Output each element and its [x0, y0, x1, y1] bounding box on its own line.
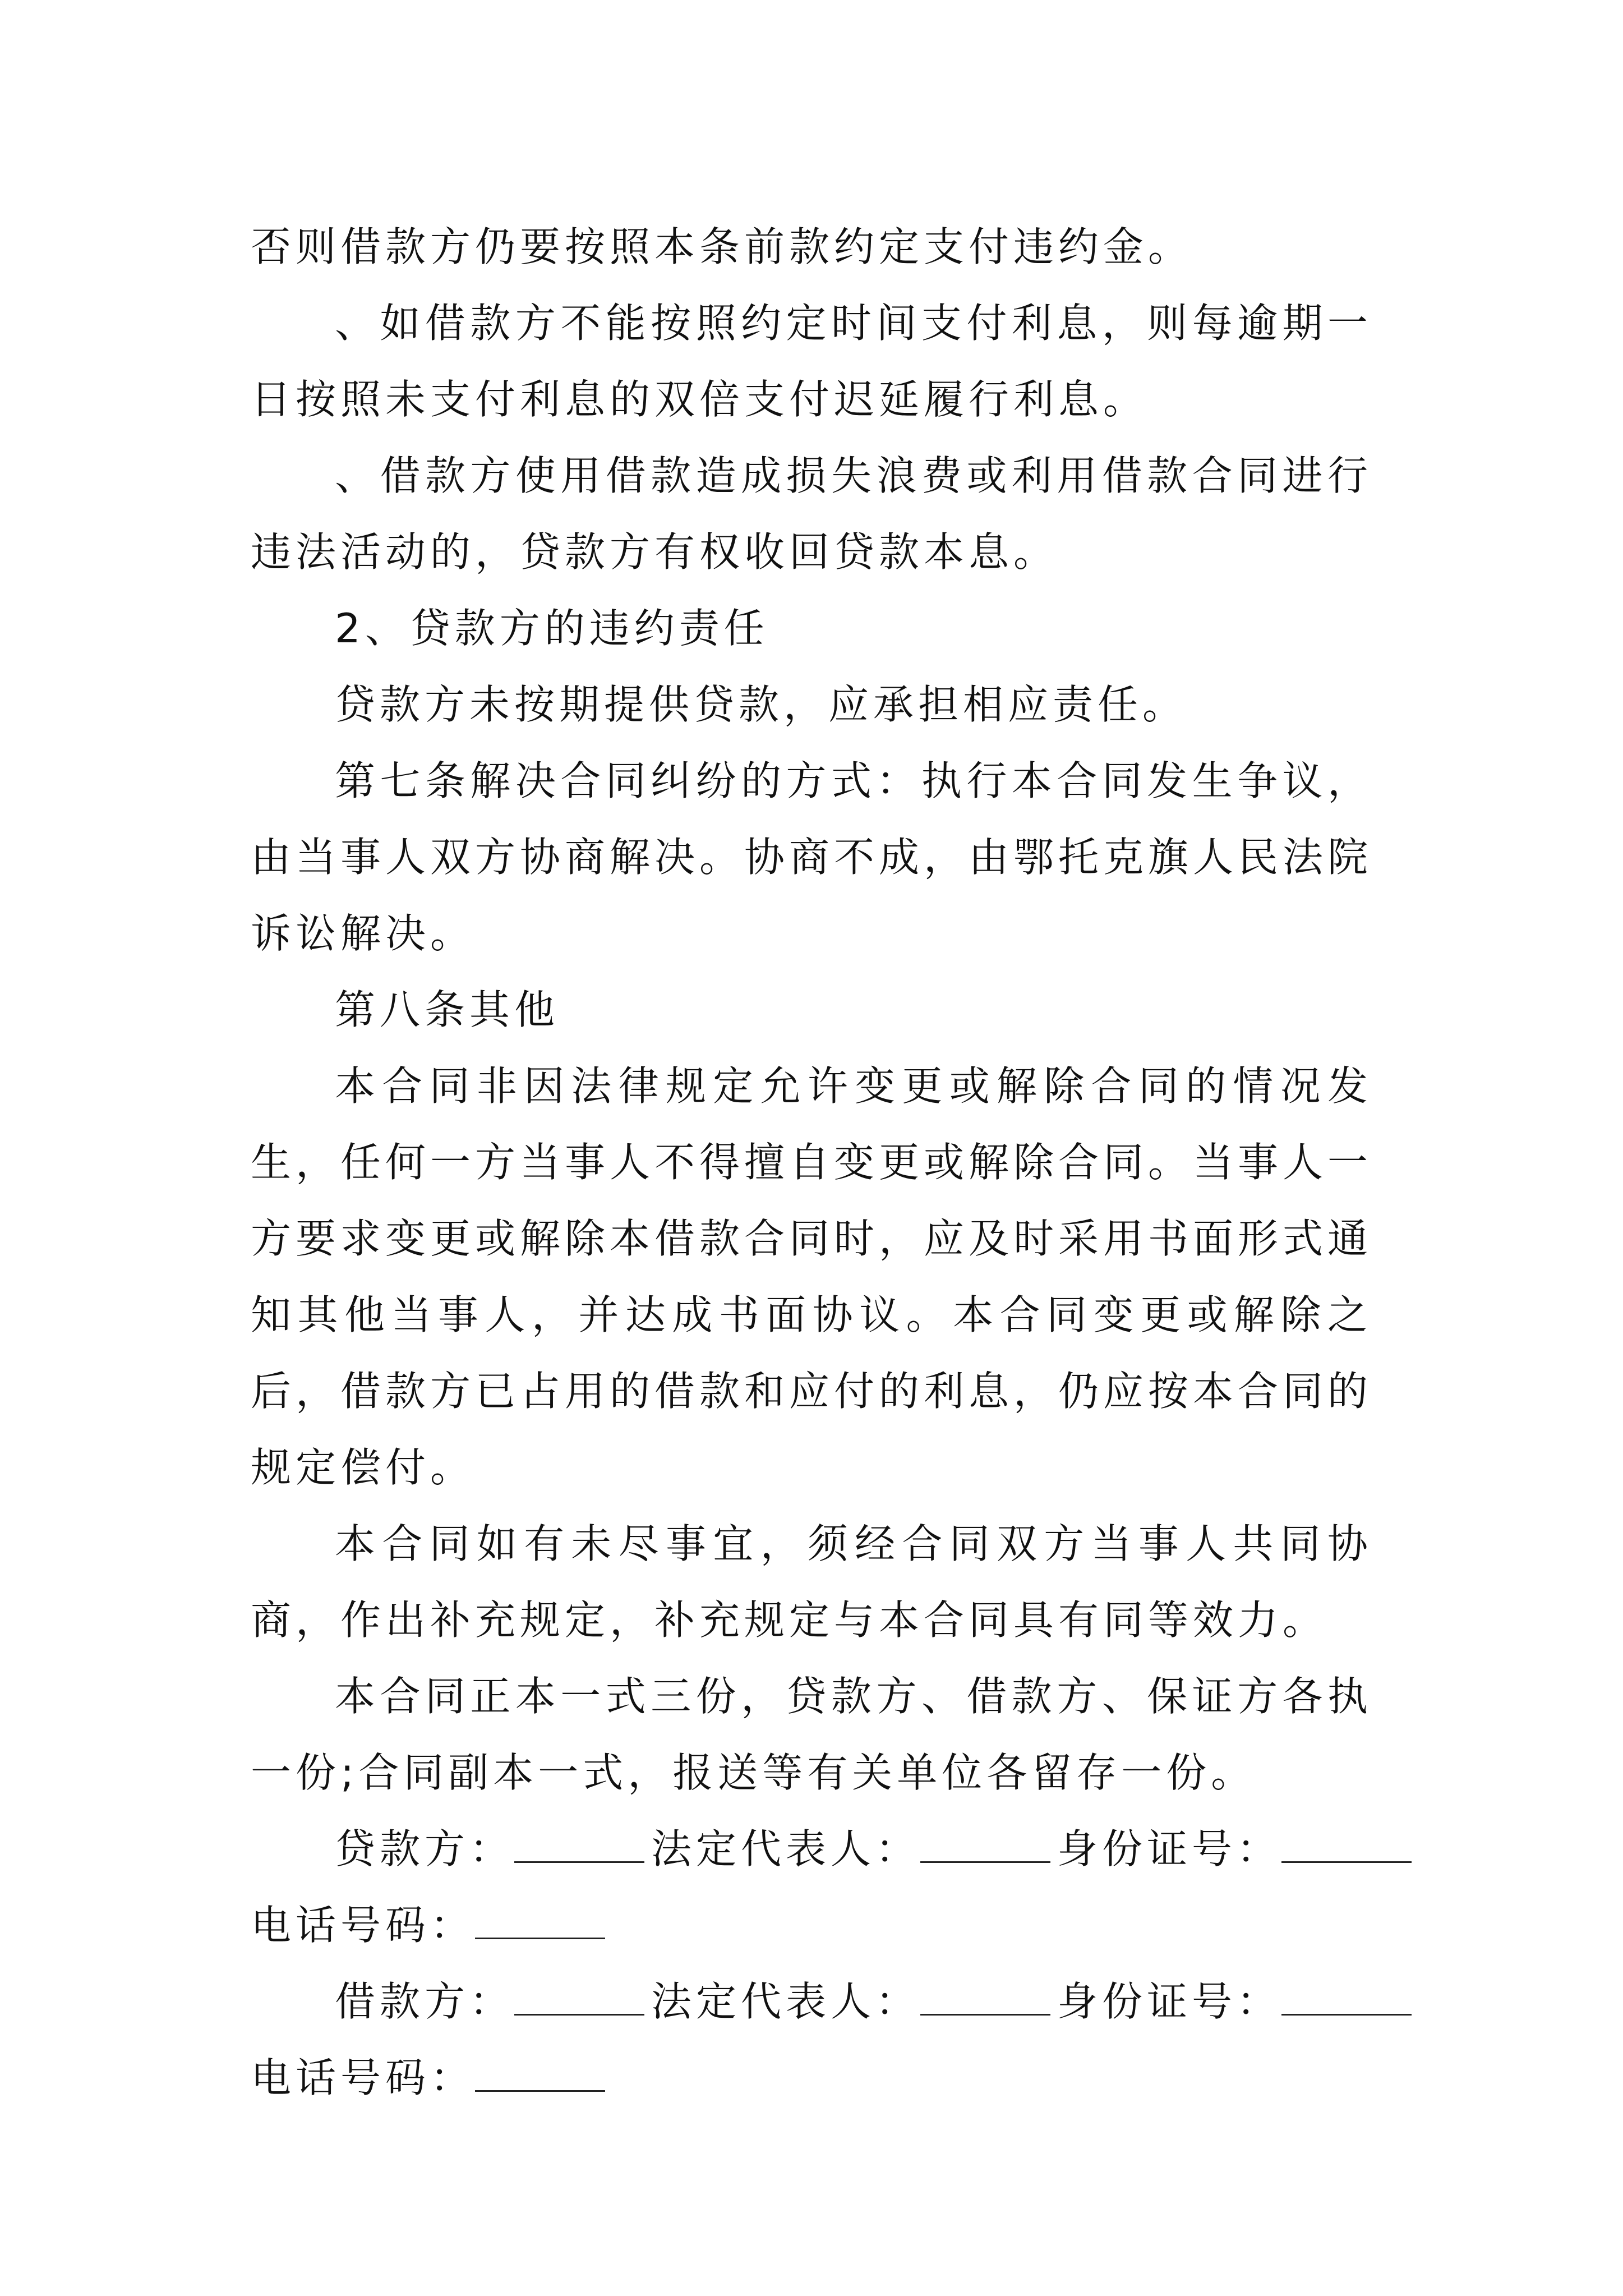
lender-name-blank: [514, 1824, 644, 1863]
signature-borrower-line: [251, 1963, 1372, 2040]
borrower-rep-label: 法定代表人：: [651, 1978, 921, 2025]
lender-id-label: 身份证号：: [1057, 1825, 1282, 1872]
lender-rep-label: 法定代表人：: [651, 1825, 921, 1872]
paragraph-late-interest: 、如借款方不能按照约定时间支付利息，则每逾期一日按照未支付利息的双倍支付迟延履行利息。: [251, 300, 1372, 423]
signature-lender: [251, 1811, 1372, 1963]
signature-lender-phone-line: [251, 1887, 1372, 1963]
lender-party-label: 贷款方：: [335, 1825, 515, 1872]
paragraph-lender-liability: 贷款方未按期提供贷款，应承担相应责任。: [335, 681, 1188, 728]
paragraph-supplementary: 本合同如有未尽事宜，须经合同双方当事人共同协商，作出补充规定，补充规定与本合同具有同等效力。: [251, 1520, 1372, 1644]
borrower-party-label: 借款方：: [335, 1978, 515, 2025]
signature-borrower: [251, 1963, 1372, 2116]
paragraph-misuse-recall: 、借款方使用借款造成损失浪费或利用借款合同进行违法活动的，贷款方有权收回贷款本息。: [251, 452, 1372, 576]
lender-id-blank: [1281, 1824, 1412, 1863]
borrower-phone-label: 电话号码：: [251, 2054, 476, 2101]
contract-body: [251, 209, 1372, 2116]
section-heading-article-8: 第八条其他: [335, 986, 560, 1033]
borrower-id-label: 身份证号：: [1057, 1978, 1282, 2025]
signature-borrower-phone-line: [251, 2040, 1372, 2116]
lender-phone-label: 电话号码：: [251, 1902, 476, 1949]
paragraph-penalty-continued: 否则借款方仍要按照本条前款约定支付违约金。: [251, 223, 1193, 270]
borrower-phone-blank: [475, 2053, 605, 2092]
borrower-id-blank: [1281, 1977, 1412, 2016]
lender-phone-blank: [475, 1901, 605, 1939]
borrower-rep-blank: [920, 1977, 1050, 2016]
paragraph-article-7-dispute: 第七条解决合同纠纷的方式：执行本合同发生争议，由当事人双方协商解决。协商不成，由鄂托克旗人民法院诉讼解决。: [251, 757, 1373, 957]
borrower-name-blank: [514, 1977, 644, 2016]
section-heading-lender-liability: 2、贷款方的违约责任: [335, 605, 769, 652]
lender-rep-blank: [920, 1824, 1050, 1863]
paragraph-copies: 本合同正本一式三份，贷款方、借款方、保证方各执一份;合同副本一式，报送等有关单位各留存一份。: [251, 1673, 1372, 1796]
signature-lender-line: [251, 1811, 1372, 1887]
paragraph-modification: 本合同非因法律规定允许变更或解除合同的情况发生，任何一方当事人不得擅自变更或解除合同。当事人一方要求变更或解除本借款合同时，应及时采用书面形式通知其他当事人，并达成书面协议。本合同变更或解除之后，借款方已占用的借款和应付的利息，仍应按本合同的规定偿付。: [251, 1062, 1373, 1491]
